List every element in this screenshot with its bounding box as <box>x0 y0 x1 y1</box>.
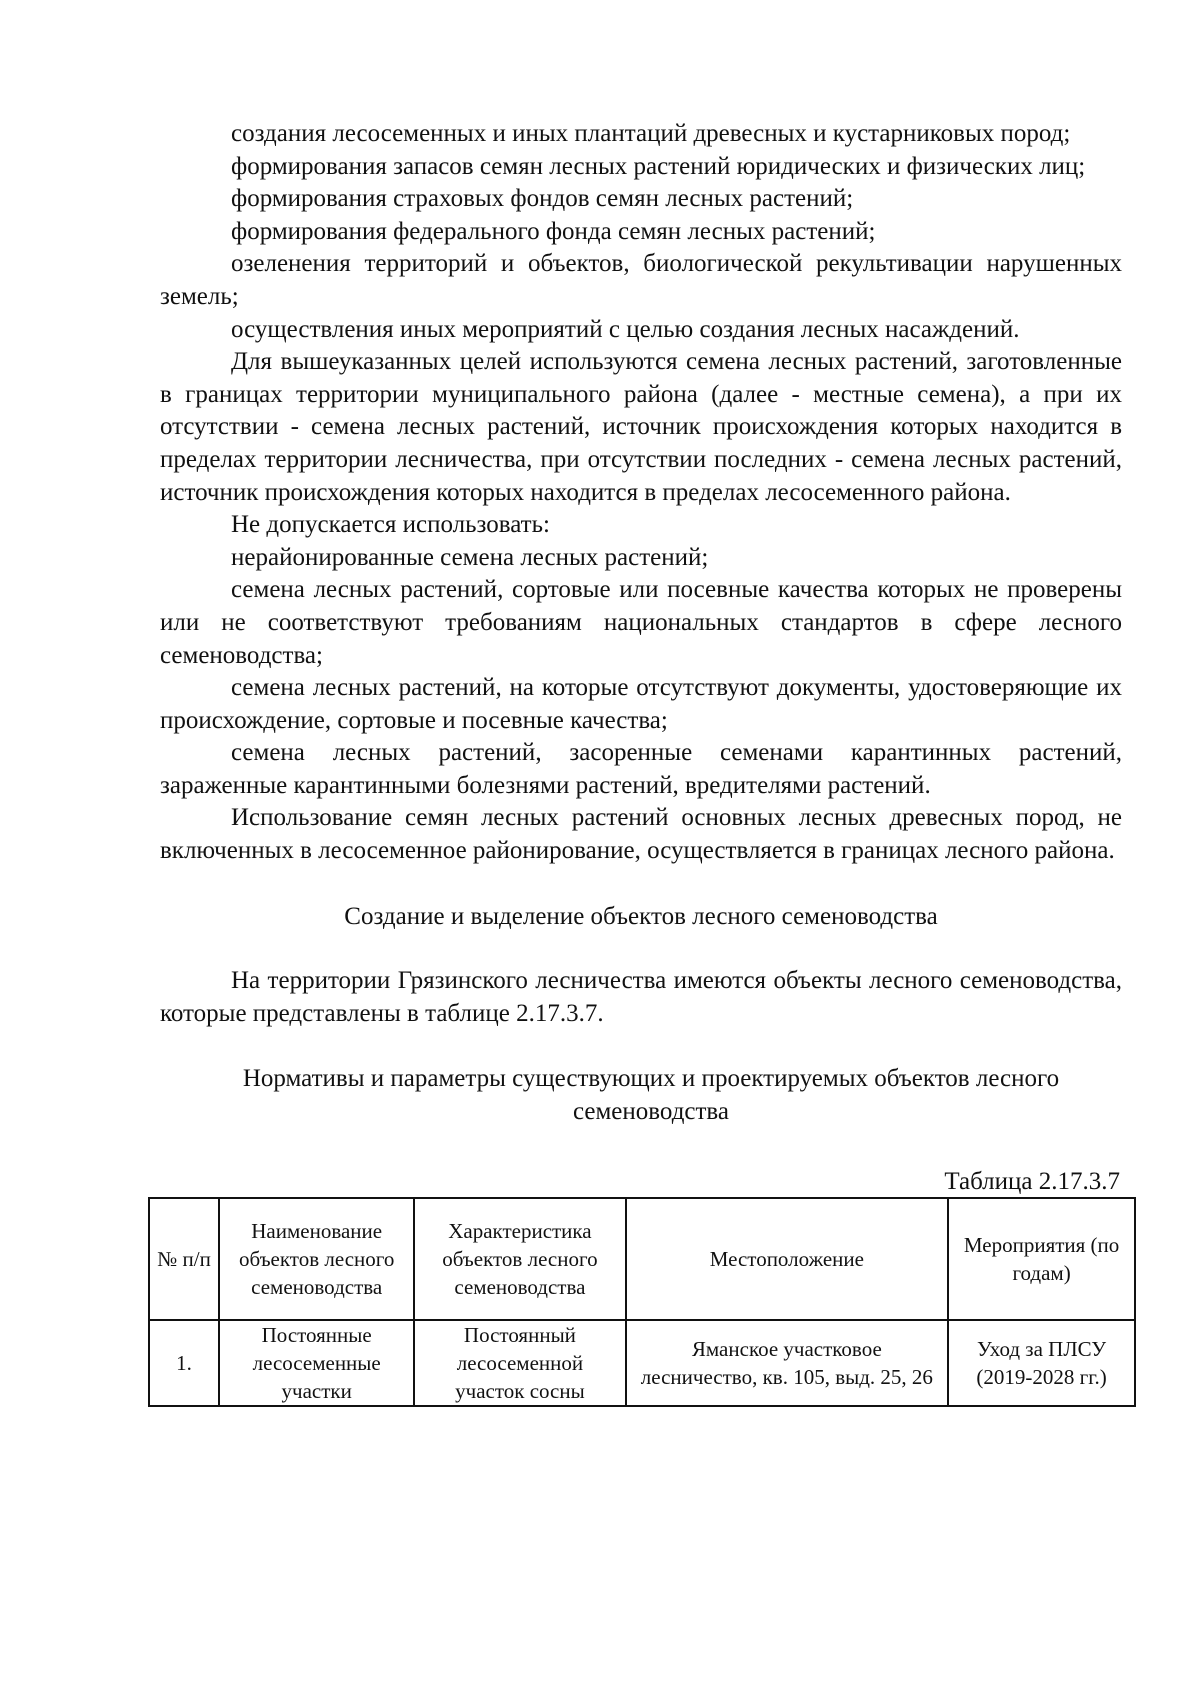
cell-activities: Уход за ПЛСУ (2019-2028 гг.) <box>948 1320 1135 1406</box>
section-heading: Создание и выделение объектов лесного семеноводства <box>344 902 938 930</box>
section-paragraph: На территории Грязинского лесничества имеются объекты лесного семеноводства, которые представлены в таблице 2.17.3.7. <box>160 967 1122 1027</box>
spacer <box>160 1129 1122 1167</box>
document-page <box>157 118 1122 1407</box>
paragraph: создания лесосеменных и иных плантаций древесных и кустарниковых пород; <box>231 120 1071 147</box>
spacer <box>160 1030 1122 1063</box>
paragraph: осуществления иных мероприятий с целью создания лесных насаждений. <box>231 315 1020 343</box>
header-name: Наименование объектов лесного семеноводства <box>219 1198 414 1320</box>
paragraph: нерайонированные семена лесных растений; <box>231 543 709 571</box>
cell-num: 1. <box>149 1320 219 1406</box>
header-activities: Мероприятия (по годам) <box>948 1198 1135 1320</box>
header-characteristic: Характеристика объектов лесного семеноводства <box>414 1198 625 1320</box>
table-label: Таблица 2.17.3.7 <box>944 1167 1120 1195</box>
paragraph: формирования федерального фонда семян лесных растений; <box>231 217 876 245</box>
paragraph: семена лесных растений, засоренные семенами карантинных растений, зараженные карантинными болезнями растений, вредителями растений. <box>160 739 1122 799</box>
paragraph: семена лесных растений, сортовые или посевные качества которых не проверены или не соответствуют требованиям национальных стандартов в сфере лесного семеноводства; <box>160 576 1122 669</box>
cell-name: Постоянные лесосеменные участки <box>219 1320 414 1406</box>
table-header-row <box>149 1198 1135 1320</box>
table-title: Нормативы и параметры существующих и проектируемых объектов лесного семеноводства <box>242 1065 1060 1126</box>
spacer <box>160 933 1122 965</box>
paragraph: озеленения территорий и объектов, биологической рекультивации нарушенных земель; <box>160 250 1122 310</box>
seed-objects-table <box>148 1197 1136 1407</box>
paragraph: формирования запасов семян лесных растений юридических и физических лиц; <box>231 152 1086 180</box>
paragraph: Не допускается использовать: <box>231 511 550 539</box>
cell-characteristic: Постоянный лесосеменной участок сосны <box>414 1320 625 1406</box>
paragraph: семена лесных растений, на которые отсутствуют документы, удостоверяющие их происхождение, сортовые и посевные качества; <box>160 674 1122 734</box>
header-location: Местоположение <box>626 1198 949 1320</box>
paragraph: Для вышеуказанных целей используются семена лесных растений, заготовленные в границах территории муниципального района (далее - местные семена), а при их отсутствии - семена лесных растений, источник происхождения которых находится в пределах территории лесничества, при отсутствии последних - семена лесных растений, источник происхождения которых находится в пределах лесосеменного района. <box>160 348 1122 506</box>
cell-location: Яманское участковое лесничество, кв. 105, выд. 25, 26 <box>626 1320 949 1406</box>
spacer <box>160 868 1122 901</box>
header-num: № п/п <box>149 1198 219 1320</box>
table-row <box>149 1320 1135 1406</box>
paragraph: формирования страховых фондов семян лесных растений; <box>231 185 854 213</box>
paragraph: Использование семян лесных растений основных лесных древесных пород, не включенных в лесосеменное районирование, осуществляется в границах лесного района. <box>160 804 1122 865</box>
